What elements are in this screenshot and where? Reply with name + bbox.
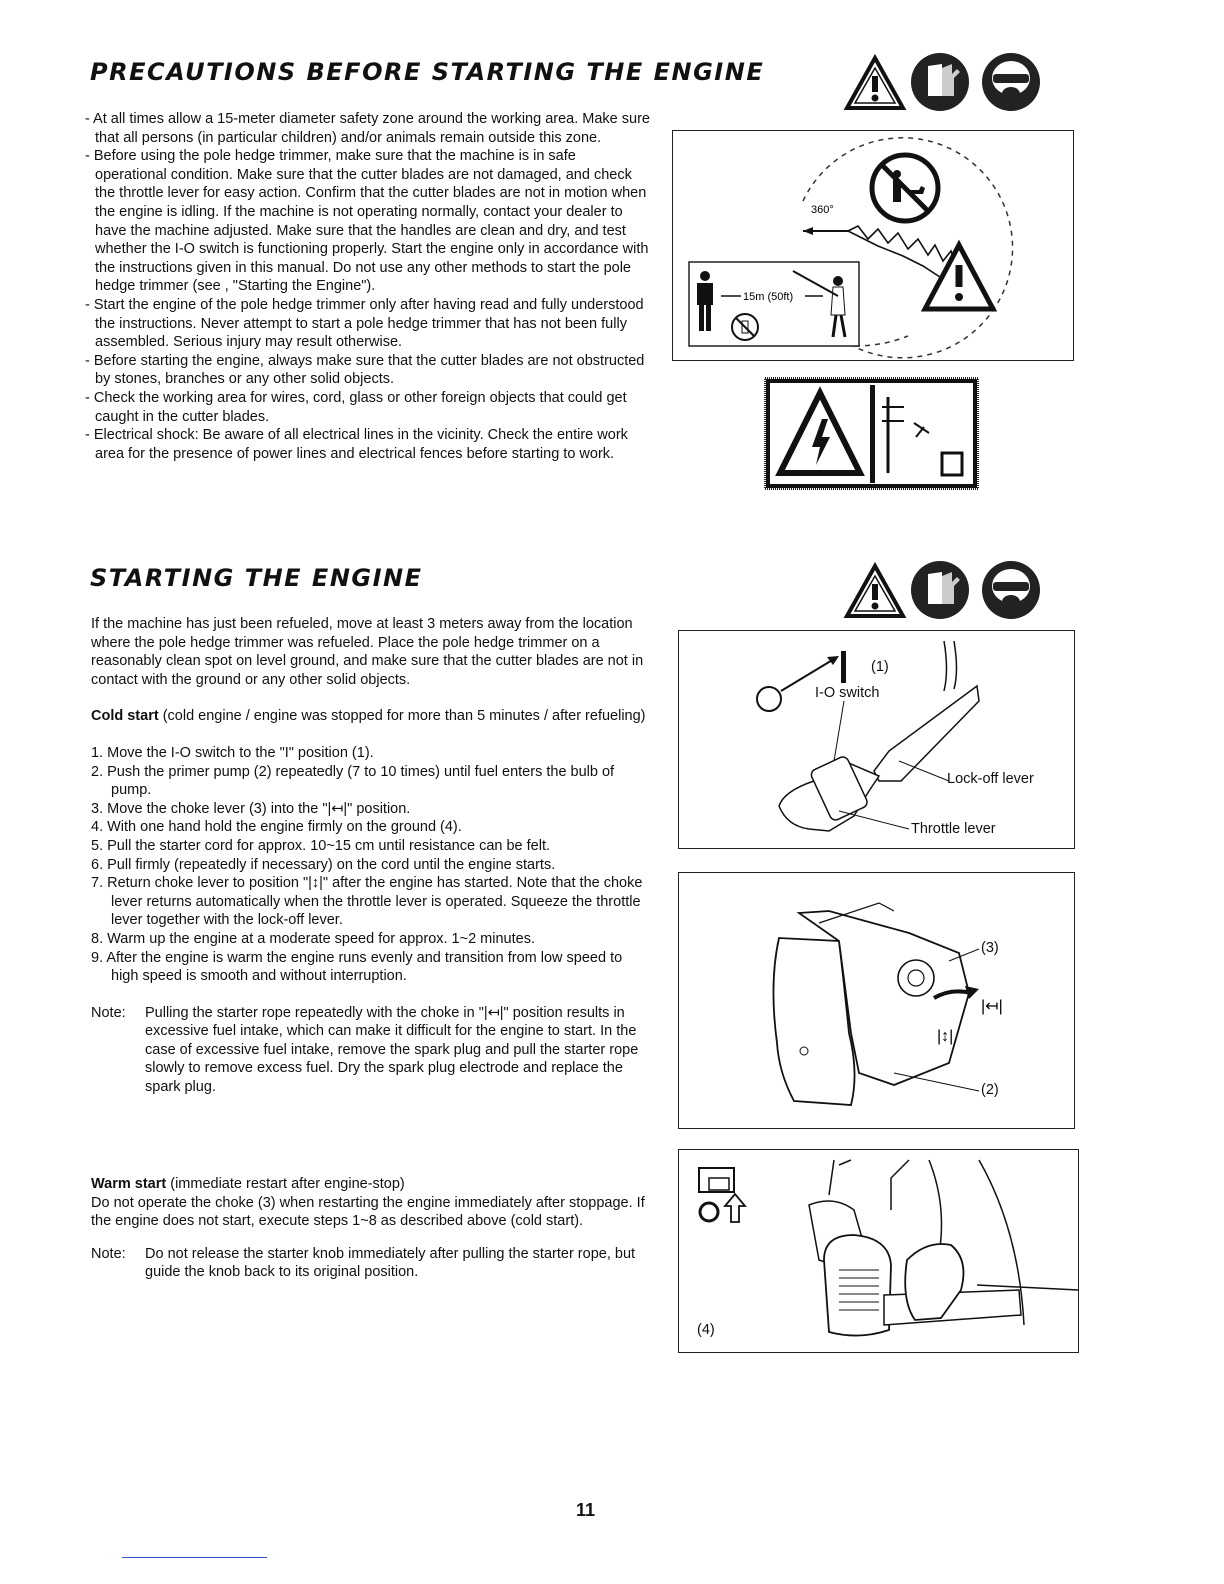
- precautions-list: [85, 110, 650, 463]
- step-item: 7. Return choke lever to position "|↕|" after the engine has started. Note that the choke lever returns automatically when the throttle lever is operated. Squeeze the throttle lever together with the lock-off lever.: [91, 875, 643, 929]
- gloves-icon: [911, 53, 969, 111]
- warm-start-heading: [91, 1175, 653, 1194]
- step-item: 5. Pull the starter cord for approx. 10~15 cm until resistance can be felt.: [91, 837, 551, 854]
- io-switch-label: I-O switch: [815, 685, 880, 701]
- io-switch-figure: [678, 630, 1075, 849]
- precaution-item: - Start the engine of the pole hedge trimmer only after having read and fully understood the instructions. Never attempt to start a pole hedge trimmer that has not been fully assembled. Serious injury may result otherwise.: [85, 296, 644, 351]
- starting-text: [91, 615, 653, 1097]
- step-item: 1. Move the I-O switch to the "I" position (1).: [91, 744, 374, 761]
- note-text: Do not release the starter knob immediately after pulling the starter rope, but guide the knob back to its original position.: [145, 1245, 636, 1281]
- holding-engine-figure: [678, 1149, 1079, 1353]
- note-starter-knob: [91, 1245, 653, 1282]
- cold-start-steps: [91, 744, 653, 986]
- cold-start-heading: [91, 707, 653, 726]
- page-number: 11: [576, 1500, 596, 1520]
- choke-open-symbol: |↕|: [937, 1028, 954, 1045]
- choke-callout: (3): [981, 940, 999, 956]
- precaution-item: - Check the working area for wires, cord, glass or other foreign objects that could get caught in the cutter blades.: [85, 389, 627, 425]
- electrical-hazard-sign: [764, 377, 979, 490]
- footer-rule: [122, 1557, 267, 1558]
- precaution-item: - Electrical shock: Be aware of all electrical lines in the vicinity. Check the entire work area for the presence of power lines and electrical fences before starting to work.: [85, 427, 628, 462]
- helmet-goggles-icon: [982, 53, 1040, 111]
- section-title-precautions: PRECAUTIONS BEFORE STARTING THE ENGINE: [90, 58, 765, 86]
- warning-triangle-icon: [847, 58, 903, 108]
- cold-start-label: Cold start: [91, 708, 159, 725]
- cold-start-desc: (cold engine / engine was stopped for more than 5 minutes / after refueling): [158, 708, 646, 725]
- warm-start-text: [91, 1175, 653, 1282]
- warning-triangle-icon: [847, 566, 903, 616]
- note-choke: [91, 1004, 653, 1097]
- safety-zone-figure: [672, 130, 1074, 361]
- warm-start-paragraph: Do not operate the choke (3) when restarting the engine immediately after stoppage. If the engine does not start, execute steps 1~8 as described above (cold start).: [91, 1194, 645, 1230]
- step-item: 8. Warm up the engine at a moderate speed for approx. 1~2 minutes.: [91, 930, 535, 947]
- step-item: 2. Push the primer pump (2) repeatedly (7 to 10 times) until fuel enters the bulb of pump.: [91, 763, 615, 799]
- lock-off-lever-label: Lock-off lever: [947, 771, 1034, 787]
- no-persons-icon: [872, 155, 938, 221]
- note-label: Note:: [91, 1245, 126, 1262]
- gloves-icon: [911, 561, 969, 619]
- safety-icons-row: [843, 560, 1075, 622]
- step-item: 3. Move the choke lever (3) into the "|↤|" position.: [91, 800, 411, 817]
- choke-closed-symbol: |↤|: [981, 998, 1003, 1015]
- angle-label: 360°: [811, 204, 834, 216]
- no-access-icon: [732, 314, 758, 340]
- distance-label: 15m (50ft): [743, 291, 794, 303]
- precaution-item: - Before starting the engine, always make sure that the cutter blades are not obstructed by stones, branches or any other solid objects.: [85, 352, 645, 388]
- warm-start-desc: (immediate restart after engine-stop): [166, 1176, 405, 1192]
- step-item: 6. Pull firmly (repeatedly if necessary) on the cord until the engine starts.: [91, 856, 556, 873]
- warm-start-label: Warm start: [91, 1176, 167, 1192]
- note-label: Note:: [91, 1004, 126, 1021]
- precaution-item: - At all times allow a 15-meter diameter safety zone around the working area. Make sure that all persons (in particular children) and/or animals remain outside this zone.: [85, 111, 650, 146]
- step-item: 4. With one hand hold the engine firmly on the ground (4).: [91, 819, 462, 836]
- step-item: 9. After the engine is warm the engine runs evenly and transition from low speed to high speed is smooth and without interruption.: [91, 949, 623, 985]
- intro-paragraph: If the machine has just been refueled, move at least 3 meters away from the location where the pole hedge trimmer was refueled. Place the pole hedge trimmer on a reasonably clean spot on level ground, and make sure that the cutter blades are not in contact with the ground or any other solid objects.: [91, 616, 644, 688]
- precaution-item: - Before using the pole hedge trimmer, make sure that the machine is in safe operational condition. Make sure that the cutter blades are not damaged, and check the throttle lever for easy action. Confirm that the cutter blades are not in motion when the engine is idling. If the machine is not operating normally, contact your dealer to have the machine adjusted. Make sure that the handles are clean and dry, and test whether the I-O switch is functioning properly. Start the engine only in accordance with the instructions given in this manual. Do not use any other methods to start the pole hedge trimmer (see , "Starting the Engine").: [85, 148, 649, 295]
- primer-callout: (2): [981, 1082, 999, 1098]
- note-text: Pulling the starter rope repeatedly with the choke in "|↤|" position results in excessive fuel intake, which can make it difficult for the engine to start. In the case of excessive fuel intake, remove the spark plug and pull the starter rope slowly to remove excess fuel. Dry the spark plug electrode and replace the spark plug.: [145, 1004, 639, 1096]
- switch-off-icon: [757, 687, 781, 711]
- switch-callout: (1): [871, 659, 889, 675]
- section-title-starting: STARTING THE ENGINE: [90, 564, 423, 592]
- hand-grip-icon: [699, 1168, 745, 1222]
- safety-icons-row: [843, 52, 1075, 114]
- step4-callout: (4): [697, 1322, 715, 1338]
- choke-primer-figure: [678, 872, 1075, 1129]
- helmet-goggles-icon: [982, 561, 1040, 619]
- throttle-lever-label: Throttle lever: [911, 821, 996, 837]
